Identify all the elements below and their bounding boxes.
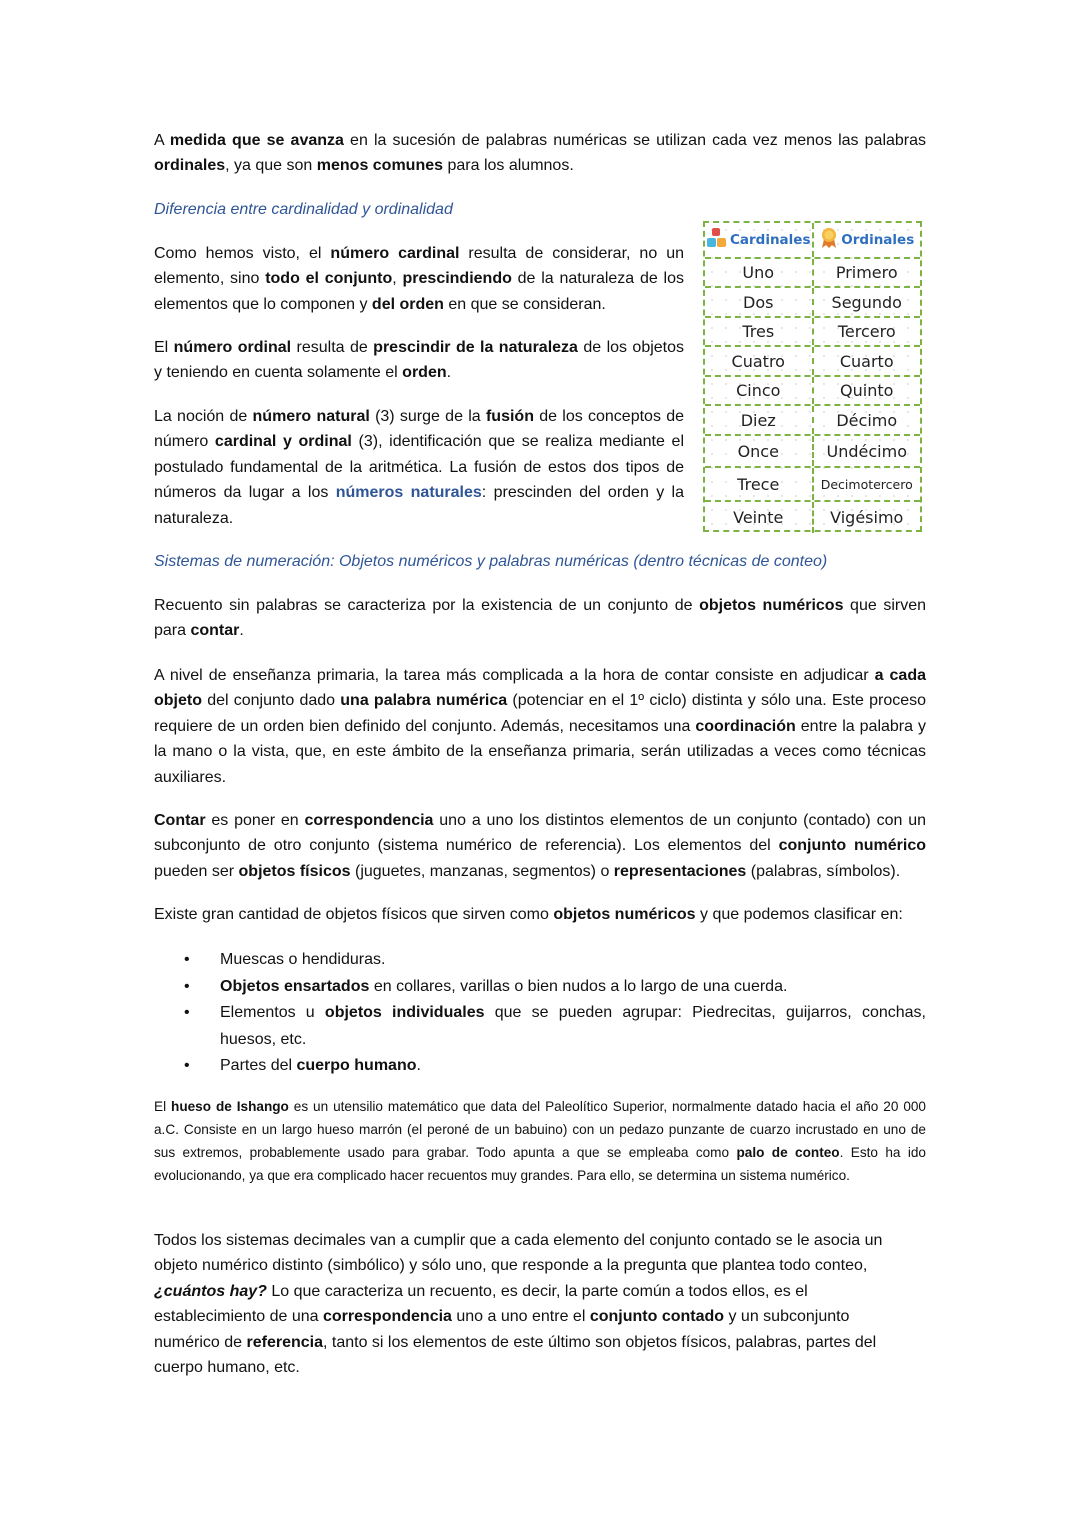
text-run: , tanto si los elementos de este último son objetos físicos, palabras, partes del cuerpo humano, etc. bbox=[154, 1333, 877, 1377]
text-run: de la naturaleza de los elementos que lo componen y bbox=[154, 270, 684, 313]
text-run: del conjunto dado bbox=[202, 692, 341, 710]
paragraph-numero-cardinal bbox=[154, 241, 684, 317]
section-heading-sistemas-numeracion bbox=[154, 549, 926, 574]
text-run: es poner en bbox=[205, 812, 305, 829]
text-run: . Esto ha ido evolucionando, ya que era complicado hacer recuentos muy grandes. Para ello, se determina un sistema numérico. bbox=[154, 1145, 926, 1183]
ordinal-cell: Quinto bbox=[840, 381, 894, 400]
table-row bbox=[705, 345, 920, 375]
cardinal-ordinal-table bbox=[703, 221, 922, 532]
ordinal-cell: Tercero bbox=[837, 322, 896, 341]
emphasis-text: Contar bbox=[154, 812, 206, 829]
text-run: resulta de considerar, no un elemento, sino bbox=[154, 245, 685, 288]
table-row bbox=[705, 500, 920, 533]
text-run: , bbox=[392, 270, 403, 288]
text-run: Diferencia entre cardinalidad y ordinalidad bbox=[154, 201, 453, 218]
emphasis-text: objetos físicos bbox=[238, 862, 351, 880]
text-run: en que se consideran. bbox=[443, 295, 606, 313]
text-run: A nivel de enseñanza primaria, la tarea más complicada a la hora de contar consiste en adjudicar bbox=[154, 667, 875, 684]
table-row bbox=[705, 375, 920, 404]
text-run: de los conceptos de número bbox=[154, 408, 685, 451]
header-label: Ordinales bbox=[841, 232, 915, 248]
list-item bbox=[154, 1053, 926, 1080]
table-header-row bbox=[705, 223, 920, 257]
table-header-cell bbox=[705, 223, 814, 257]
ordinal-cell: Decimotercero bbox=[820, 476, 913, 492]
emphasis-text: objetos individuales bbox=[324, 1004, 485, 1021]
emphasis-text: contar bbox=[190, 622, 240, 640]
emphasis-text: coordinación bbox=[695, 717, 796, 735]
bullet-icon: • bbox=[184, 951, 190, 968]
emphasis-text: número cardinal bbox=[330, 245, 460, 262]
ordinal-cell: Segundo bbox=[831, 292, 902, 312]
table-row bbox=[705, 286, 920, 316]
emphasis-text: número natural bbox=[252, 408, 370, 425]
table-row bbox=[705, 466, 920, 500]
emphasis-text: representaciones bbox=[613, 862, 747, 880]
text-run: El bbox=[154, 339, 174, 356]
text-run: : prescinden del orden y la naturaleza. bbox=[154, 484, 684, 527]
ordinal-cell: Cuarto bbox=[839, 351, 894, 371]
emphasis-text: correspondencia bbox=[304, 812, 434, 829]
emphasis-text: objetos numéricos bbox=[553, 906, 696, 923]
text-run: y que podemos clasificar en: bbox=[695, 906, 903, 923]
text-run: . bbox=[446, 364, 452, 382]
cardinal-cell: Diez bbox=[705, 406, 814, 434]
paragraph-sistemas-decimales bbox=[154, 1228, 914, 1380]
text-run: uno a uno los distintos elementos de un conjunto (contado) con un subconjunto de otro conjunto (sistema numérico de referencia). Los elementos del bbox=[154, 812, 926, 855]
text-run: y un subconjunto numérico de bbox=[154, 1308, 850, 1351]
text-run: (palabras, símbolos). bbox=[746, 862, 901, 880]
text-run: Sistemas de numeración: Objetos numéricos y palabras numéricas (dentro técnicas de conteo) bbox=[154, 553, 828, 570]
emphasis-text: hueso de Ishango bbox=[171, 1099, 289, 1114]
cardinal-cell: Cuatro bbox=[705, 347, 814, 375]
cardinal-cell: Cinco bbox=[705, 377, 814, 404]
ordinal-cell: Vigésimo bbox=[830, 508, 904, 527]
table-row bbox=[705, 316, 920, 345]
emphasis-text: una palabra numérica bbox=[340, 692, 508, 710]
ordinal-cell: Primero bbox=[835, 263, 898, 282]
text-run: (3) surge de la bbox=[369, 408, 486, 425]
text-run: entre la palabra y la mano o la vista, que, en este ámbito de la enseñanza primaria, serán utilizadas a veces como técnicas auxiliares. bbox=[154, 717, 927, 786]
emphasis-text: objetos numéricos bbox=[699, 597, 844, 614]
emphasis-text: menos comunes bbox=[316, 157, 444, 175]
ordinal-cell: Undécimo bbox=[826, 441, 907, 461]
paragraph-recuento bbox=[154, 593, 926, 644]
cardinal-cell: Dos bbox=[705, 288, 814, 316]
text-run: uno a uno entre el bbox=[451, 1308, 590, 1326]
emphasis-text: números naturales bbox=[335, 484, 482, 502]
table-row bbox=[705, 404, 920, 434]
table-row bbox=[705, 257, 920, 286]
paragraph-hueso-ishango bbox=[154, 1095, 926, 1187]
text-run: que se pueden agrupar: Piedrecitas, guijarros, conchas, huesos, etc. bbox=[220, 1004, 926, 1048]
table-header-cell bbox=[814, 223, 921, 257]
paragraph-objetos-fisicos bbox=[154, 902, 926, 927]
list-item bbox=[154, 974, 926, 1001]
emphasis-text: ¿cuántos hay? bbox=[154, 1282, 267, 1300]
list-item bbox=[154, 947, 926, 974]
text-run: A bbox=[154, 132, 170, 149]
emphasis-text: orden bbox=[402, 364, 447, 382]
text-run: Partes del bbox=[220, 1057, 297, 1074]
text-run: (potenciar en el 1º ciclo) distinta y sólo una. Este proceso requiere de un orden bien definido del conjunto. Además, necesitamos una bbox=[154, 692, 927, 735]
emphasis-text: prescindir de la naturaleza bbox=[373, 339, 578, 356]
text-run: (juguetes, manzanas, segmentos) o bbox=[350, 862, 614, 880]
text-run: , ya que son bbox=[225, 157, 317, 175]
text-run: El bbox=[154, 1099, 172, 1114]
emphasis-text: medida que se avanza bbox=[169, 132, 344, 149]
text-run: es un utensilio matemático que data del Paleolítico Superior, normalmente datado hacia el año 20 000 a.C. Consiste en un largo hueso marrón (el peroné de un babuino) con un pedazo punzante de cuarzo incrustado en uno de sus extremos, probablemente usado para grabar. Todo apunta a que se empleaba como bbox=[154, 1099, 926, 1160]
cardinal-cell: Uno bbox=[705, 259, 814, 286]
emphasis-text: correspondencia bbox=[323, 1308, 452, 1326]
emphasis-text: número ordinal bbox=[173, 339, 292, 356]
text-run: Existe gran cantidad de objetos físicos que sirven como bbox=[154, 906, 554, 923]
number-blocks-icon bbox=[706, 227, 728, 253]
bullet-icon: • bbox=[184, 977, 190, 995]
objetos-numericos-list bbox=[154, 947, 926, 1080]
section-heading-cardinalidad bbox=[154, 197, 926, 222]
medal-icon bbox=[819, 227, 839, 253]
emphasis-text: Objetos ensartados bbox=[220, 977, 370, 995]
emphasis-text: conjunto contado bbox=[589, 1308, 725, 1326]
emphasis-text: cardinal y ordinal bbox=[214, 433, 352, 451]
text-run: Elementos u bbox=[220, 1004, 325, 1021]
paragraph-ordinales-intro bbox=[154, 128, 926, 179]
text-run: resulta de bbox=[291, 339, 374, 356]
emphasis-text: conjunto numérico bbox=[778, 837, 926, 855]
text-run: pueden ser bbox=[154, 862, 239, 880]
emphasis-text: referencia bbox=[246, 1333, 323, 1351]
cardinal-cell: Veinte bbox=[705, 502, 814, 533]
paragraph-contar bbox=[154, 808, 926, 884]
emphasis-text: prescindiendo bbox=[402, 270, 512, 288]
text-run: Recuento sin palabras se caracteriza por la existencia de un conjunto de bbox=[154, 597, 700, 614]
table-row bbox=[705, 434, 920, 466]
text-run: Como hemos visto, el bbox=[154, 245, 331, 262]
cardinal-cell: Trece bbox=[705, 468, 814, 500]
text-run: . bbox=[416, 1057, 421, 1074]
text-run: en la sucesión de palabras numéricas se utilizan cada vez menos las palabras bbox=[343, 132, 927, 149]
emphasis-text: del orden bbox=[371, 295, 444, 313]
cardinal-cell: Tres bbox=[705, 318, 814, 345]
ordinal-cell: Décimo bbox=[836, 410, 898, 430]
text-run: . bbox=[239, 622, 244, 640]
text-run: de los objetos y teniendo en cuenta solamente el bbox=[154, 339, 685, 382]
bullet-icon: • bbox=[184, 1057, 190, 1074]
paragraph-numero-ordinal bbox=[154, 335, 684, 386]
emphasis-text: palo de conteo bbox=[736, 1145, 840, 1160]
text-run: (3), identificación que se realiza mediante el postulado fundamental de la aritmética. La fusión de estos dos tipos de números da lugar a los bbox=[154, 433, 684, 502]
bullet-icon: • bbox=[184, 1004, 190, 1021]
paragraph-numero-natural bbox=[154, 404, 684, 531]
emphasis-text: ordinales bbox=[154, 157, 226, 175]
emphasis-text: cuerpo humano bbox=[296, 1057, 417, 1074]
text-run: Todos los sistemas decimales van a cumplir que a cada elemento del conjunto contado se le asocia un objeto numérico distinto (simbólico) y sólo uno, que responde a la pregunta que plantea todo conteo, bbox=[154, 1232, 883, 1275]
cardinal-cell: Once bbox=[705, 436, 814, 466]
emphasis-text: a cada objeto bbox=[154, 667, 927, 710]
paragraph-ensenanza-primaria bbox=[154, 663, 926, 790]
list-item bbox=[154, 1000, 926, 1053]
emphasis-text: fusión bbox=[485, 408, 534, 425]
text-run: Lo que caracteriza un recuento, es decir, la parte común a todos ellos, es el establecimiento de una bbox=[154, 1282, 808, 1326]
text-run: que sirven para bbox=[154, 597, 927, 640]
header-label: Cardinales bbox=[729, 232, 811, 248]
emphasis-text: todo el conjunto bbox=[265, 270, 393, 288]
text-run: para los alumnos. bbox=[443, 157, 574, 175]
text-run: Muescas o hendiduras. bbox=[220, 951, 386, 968]
text-run: en collares, varillas o bien nudos a lo largo de una cuerda. bbox=[369, 977, 788, 995]
text-run: La noción de bbox=[154, 408, 253, 425]
